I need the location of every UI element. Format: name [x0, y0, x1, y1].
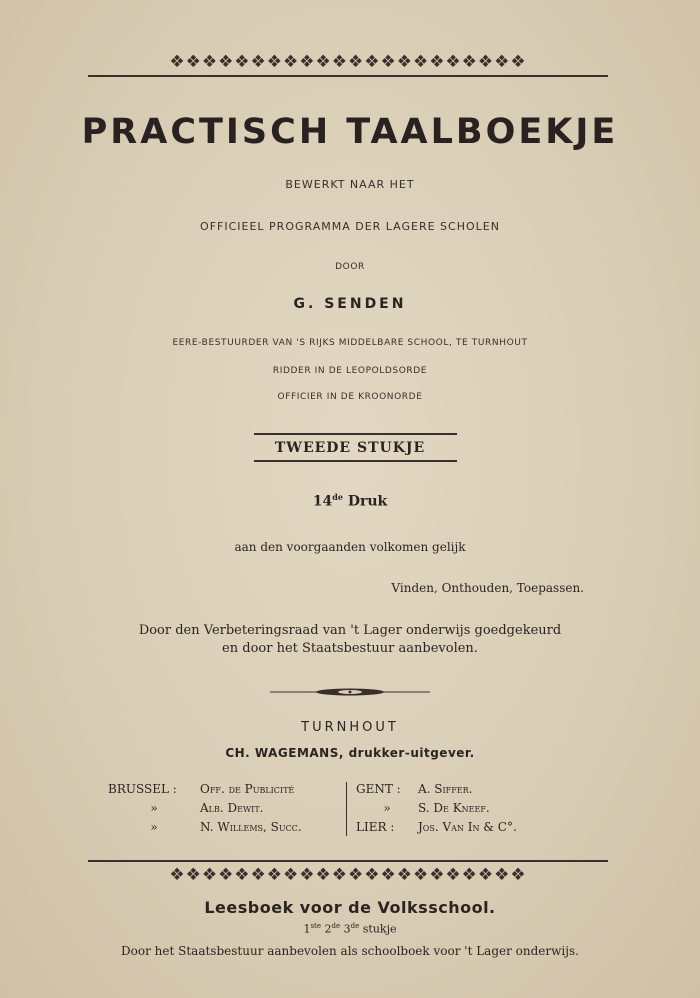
- author-credential-1: EERE-BESTUURDER VAN 'S RIJKS MIDDELBARE SCHOOL, TE TURNHOUT: [172, 338, 528, 348]
- author-credential-3: OFFICIER IN DE KROONORDE: [277, 392, 423, 402]
- edition-suffix: de: [332, 492, 343, 502]
- book-title: PRACTISCH TAALBOEKJE: [81, 112, 619, 152]
- part-3: 3: [343, 922, 351, 936]
- agent-row: [356, 799, 596, 818]
- part-1-suffix: ste: [310, 922, 322, 930]
- agent-name: Alb. Dewit.: [200, 801, 264, 815]
- city: TURNHOUT: [301, 720, 399, 735]
- agents-right: [356, 780, 596, 837]
- agent-place: »: [150, 820, 158, 834]
- part-rule-top: [254, 433, 457, 435]
- agent-name: A. Siffer.: [418, 782, 473, 796]
- swirl-divider: [270, 685, 430, 699]
- author-credential-2: RIDDER IN DE LEOPOLDSORDE: [272, 366, 428, 376]
- approval-line-2: en door het Staatsbestuur aanbevolen.: [222, 641, 478, 656]
- agent-place: BRUSSEL :: [108, 782, 177, 796]
- agent-row: [108, 780, 344, 799]
- top-ornament-border: ❖❖❖❖❖❖❖❖❖❖❖❖❖❖❖❖❖❖❖❖❖❖: [169, 52, 527, 72]
- bottom-ornament-border: ❖❖❖❖❖❖❖❖❖❖❖❖❖❖❖❖❖❖❖❖❖❖: [169, 865, 527, 885]
- agent-row: [108, 799, 344, 818]
- author-name: G. SENDEN: [293, 296, 407, 312]
- agent-name: N. Willems, Succ.: [200, 820, 302, 834]
- subtitle-line-2: OFFICIEEL PROGRAMMA DER LAGERE SCHOLEN: [200, 220, 500, 233]
- agent-row: [356, 818, 596, 837]
- agent-place: »: [150, 801, 158, 815]
- agent-row: [108, 818, 344, 837]
- agents-left: [108, 780, 344, 837]
- part-1: 1: [303, 922, 311, 936]
- edition-number: 14: [312, 493, 333, 510]
- parts-word: stukje: [362, 922, 397, 936]
- agent-place: LIER :: [356, 820, 395, 834]
- approval-line-1: Door den Verbeteringsraad van 't Lager onderwijs goedgekeurd: [138, 623, 562, 638]
- agent-row: [356, 780, 596, 799]
- edition: [0, 492, 700, 510]
- agent-place: GENT :: [356, 782, 401, 796]
- publisher: CH. WAGEMANS, drukker-uitgever.: [225, 746, 475, 760]
- part-3-suffix: de: [350, 922, 360, 930]
- agent-name: S. De Kneef.: [418, 801, 490, 815]
- edition-word: Druk: [347, 493, 388, 510]
- part-2: 2: [324, 922, 332, 936]
- subtitle-line-1: BEWERKT NAAR HET: [285, 178, 415, 191]
- top-rule: [88, 75, 608, 77]
- by-label: DOOR: [335, 262, 365, 272]
- agent-place: »: [383, 801, 391, 815]
- part-label: TWEEDE STUKJE: [274, 440, 426, 456]
- part-2-suffix: de: [331, 922, 341, 930]
- bottom-rule: [88, 860, 608, 862]
- advert-parts: [0, 922, 700, 936]
- agent-name: Off. de Publicité: [200, 782, 295, 796]
- part-rule-bottom: [254, 460, 457, 462]
- agents-divider: [346, 782, 347, 836]
- motto: Vinden, Onthouden, Toepassen.: [391, 581, 584, 595]
- agent-name: Jos. Van In & C°.: [418, 820, 517, 834]
- edition-note: aan den voorgaanden volkomen gelijk: [234, 540, 466, 554]
- advert-title: Leesboek voor de Volksschool.: [204, 898, 496, 917]
- advert-recommendation: Door het Staatsbestuur aanbevolen als schoolboek voor 't Lager onderwijs.: [121, 944, 579, 958]
